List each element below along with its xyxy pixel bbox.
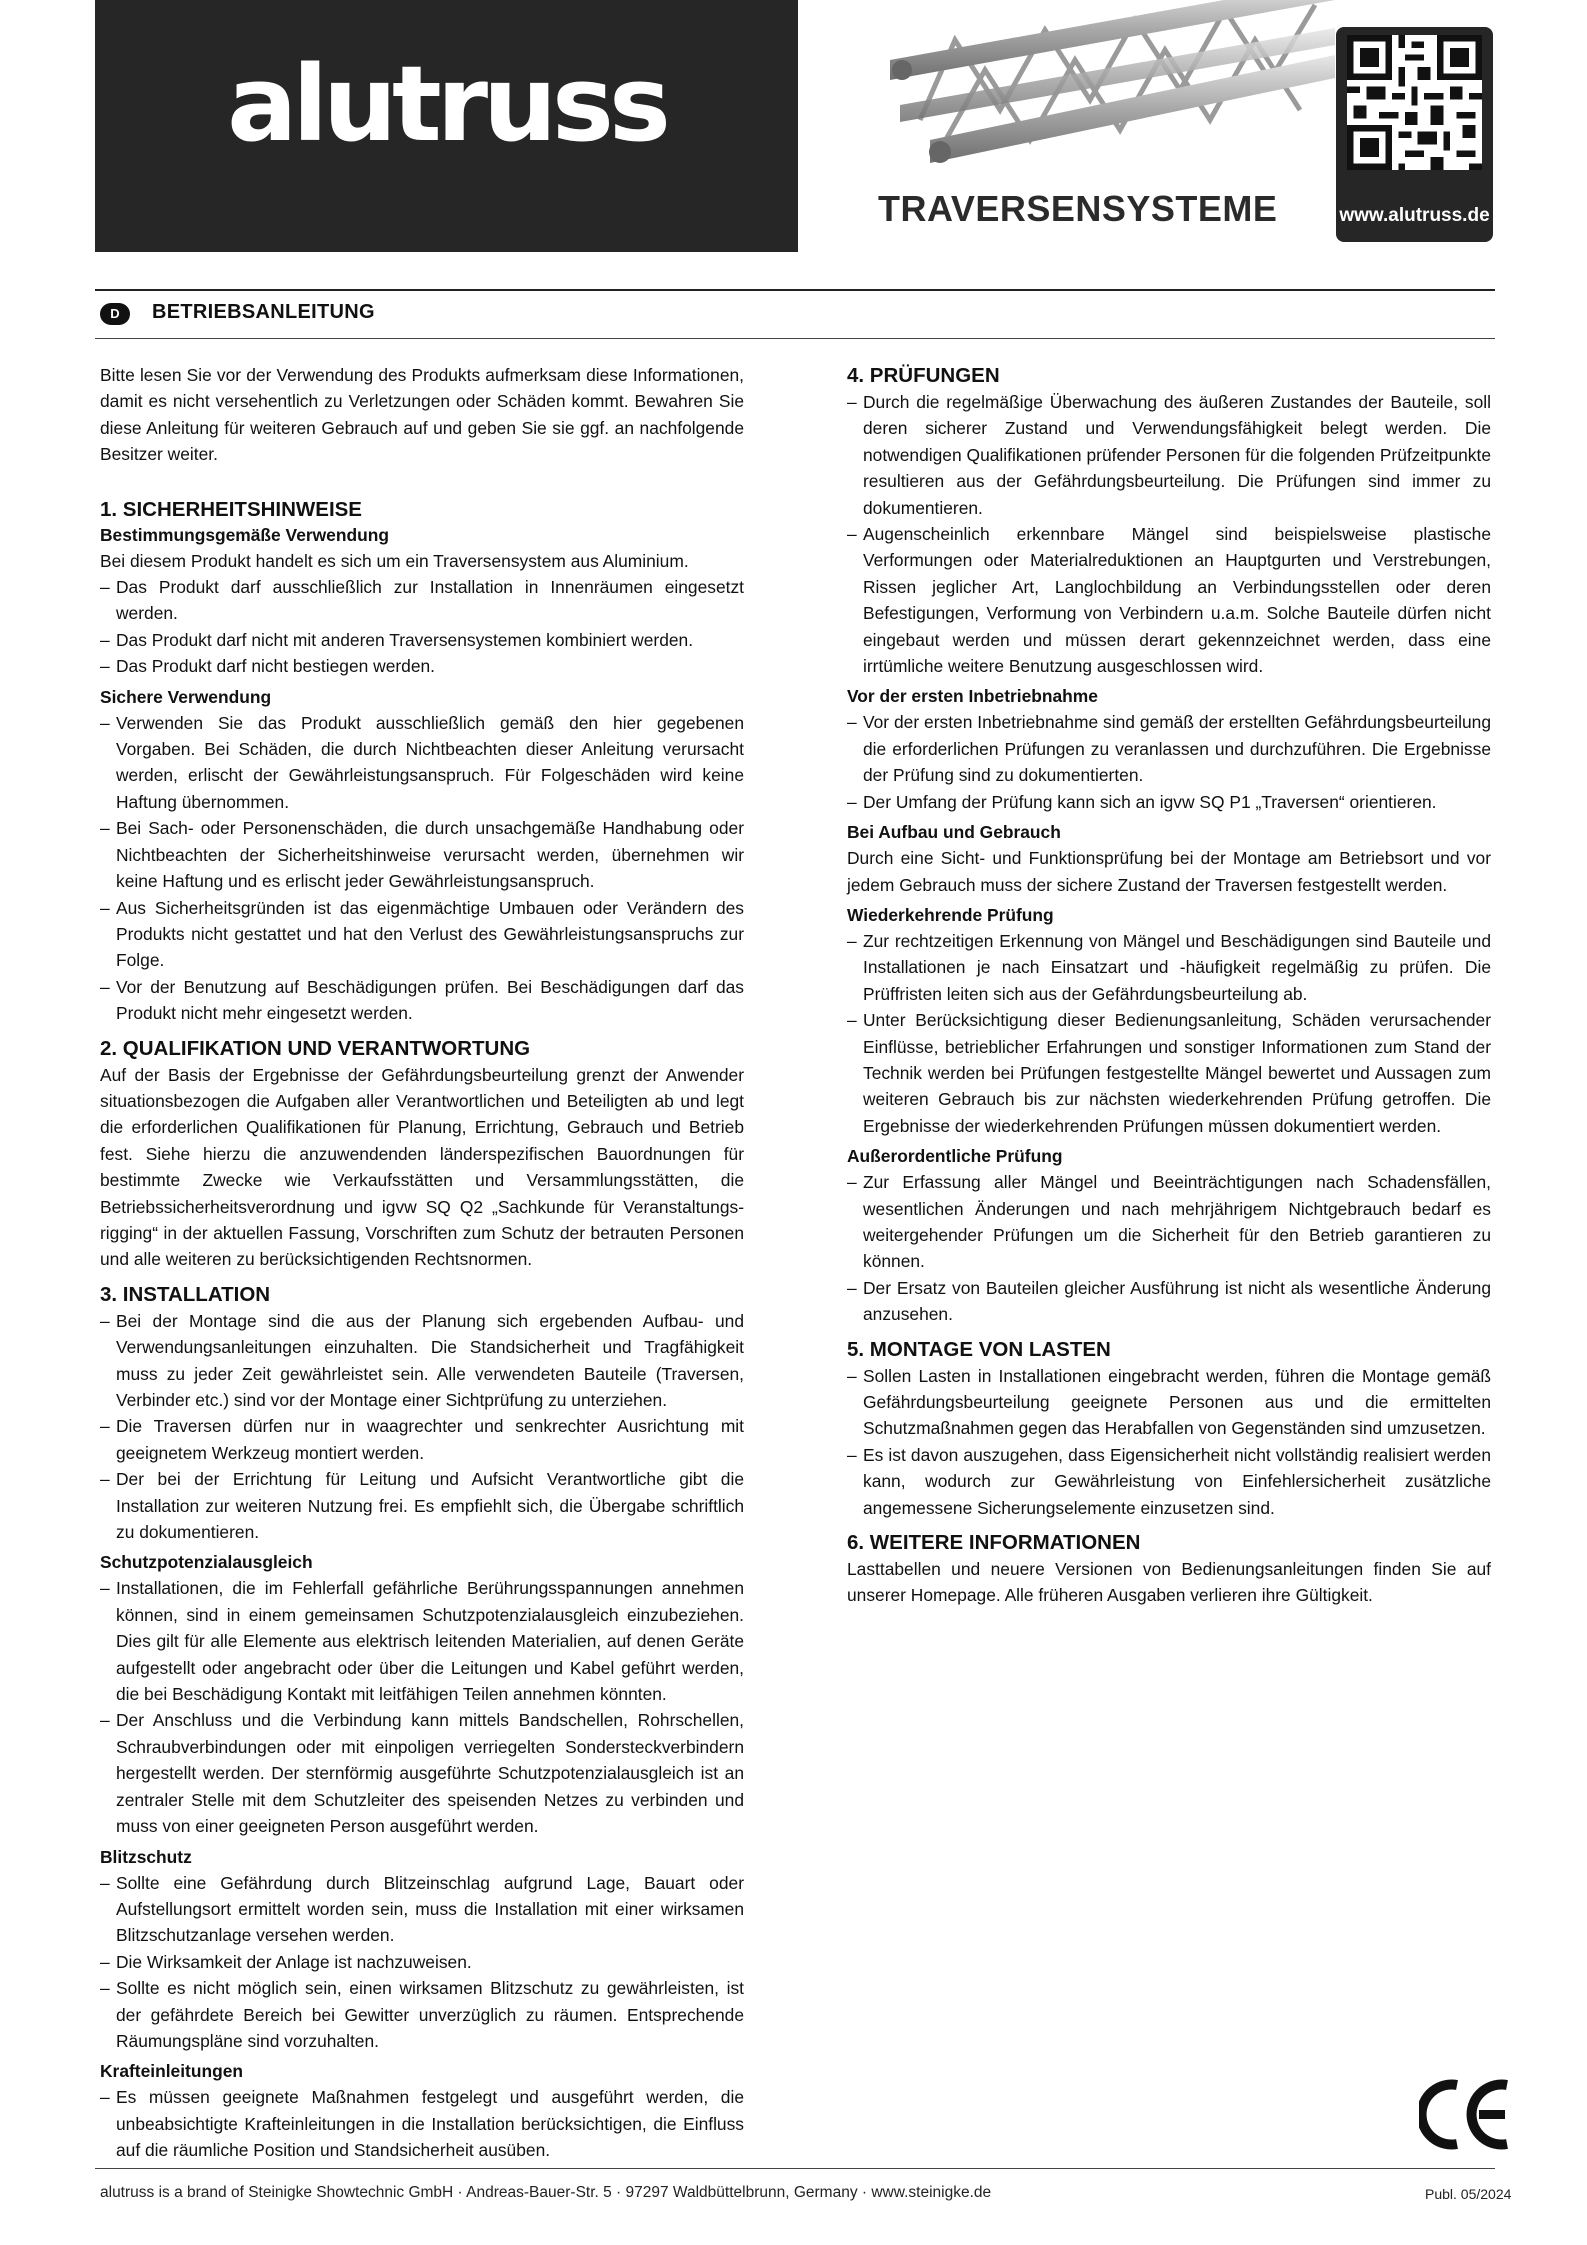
brand-logo-block: [95, 0, 798, 252]
truss-image: [880, 0, 1335, 180]
tagline: TRAVERSENSYSTEME: [878, 188, 1278, 229]
section-4-sub-3: Wiederkehrende Prüfung: [847, 904, 1054, 925]
section-4-list: [847, 389, 1491, 679]
list-item: – Sollen Lasten in Installationen eingebracht werden, führen die Montage gemäß Gefährdungsbeurteilung geeignete Personen aus und die ermittelten Schutzmaßnahmen gegen das Herabfallen von Gegenständen sind umzusetzen.: [847, 1363, 1491, 1442]
section-1-sub-2-list: [100, 710, 744, 1027]
section-4-sub-1-list: [847, 709, 1491, 815]
section-6-text: Lasttabellen und neuere Versionen von Bedienungsanleitungen finden Sie auf unserer Homepage. Alle früheren Ausgaben verlieren ihre Gültigkeit.: [847, 1559, 1491, 1606]
footer-company-info: alutruss is a brand of Steinigke Showtechnic GmbH · Andreas-Bauer-Str. 5 · 97297 Waldbüttelbrunn, Germany · www.steinigke.de: [100, 2184, 992, 2201]
section-5-list: [847, 1363, 1491, 1521]
list-item: – Zur rechtzeitigen Erkennung von Mängel und Beschädigungen sind Bauteile und Installationen je nach Einsatzart und -häufigkeit regelmäßig zu prüfen. Die Prüffristen leiten sich aus der Gefährdungsbeurteilung ab.: [847, 928, 1491, 1007]
list-item: – Der bei der Errichtung für Leitung und Aufsicht Verantwortliche gibt die Installation zur weiteren Nutzung frei. Es empfiehlt sich, die Übergabe schriftlich zu dokumentieren.: [100, 1466, 744, 1545]
section-3-sub-3-list: [100, 2084, 744, 2163]
list-item: – Sollte eine Gefährdung durch Blitzeinschlag aufgrund Lage, Bauart oder Aufstellungsort ermittelt worden sein, muss die Installation mit einer wirksamen Blitzschutzanlage versehen werden.: [100, 1870, 744, 1949]
website-link[interactable]: www.alutruss.de: [1339, 205, 1490, 226]
section-4-sub-2: Bei Aufbau und Gebrauch: [847, 822, 1061, 843]
section-1-sub-1-text: Bei diesem Produkt handelt es sich um ein Traversensystem aus Aluminium.: [100, 550, 689, 571]
list-item: – Zur Erfassung aller Mängel und Beeinträchtigungen nach Schadensfällen, wesentlichen Änderungen und nach mehrjährigem Nichtgebrauch bedarf es weitergehender Prüfungen um die Sicherheit für den Betrieb garantieren zu können.: [847, 1169, 1491, 1275]
list-item: – Die Wirksamkeit der Anlage ist nachzuweisen.: [100, 1949, 744, 1975]
qr-panel: [1336, 27, 1493, 242]
list-item: – Installationen, die im Fehlerfall gefährliche Berührungsspannungen annehmen können, sind in einem gemeinsamen Schutzpotenzialausgleich einzubeziehen. Dies gilt für alle Elemente aus elektrisch leitenden Materialien, auf denen Geräte aufgestellt oder angebracht oder über die Leitungen und Kabel geführt werden, die bei Beschädigung Kontakt mit leitfähigen Teilen annehmen könnten.: [100, 1575, 744, 1707]
section-3-sub-2-list: [100, 1870, 744, 2055]
list-item: – Unter Berücksichtigung dieser Bedienungsanleitung, Schäden verursachender Einflüsse, betrieblicher Erfahrungen und sonstiger Informationen zum Stand der Technik werden bei Prüfungen festgestellte Mängel bewertet und Aussagen zum weiteren Gebrauch bis zur nächsten wiederkehrenden Prüfung getroffen. Die Ergebnisse der wiederkehrenden Prüfungen müssen dokumentiert werden.: [847, 1007, 1491, 1139]
section-4-sub-4-list: [847, 1169, 1491, 1327]
list-item: – Der Anschluss und die Verbindung kann mittels Bandschellen, Rohrschellen, Schraubverbindungen oder mit einpoligen verriegelten Sondersteckverbindern hergestellt werden. Der sternförmig ausgeführte Schutzpotenzialausgleich ist an zentraler Stelle mit dem Schutzleiter des speisenden Netzes zu verbinden und muss von einer geeigneten Person ausgeführt werden.: [100, 1707, 744, 1839]
section-6-heading: 6. WEITERE INFORMATIONEN: [847, 1531, 1141, 1555]
footer-rule: [95, 2168, 1495, 2169]
ce-mark-icon: [1419, 2079, 1510, 2150]
list-item: – Durch die regelmäßige Überwachung des äußeren Zustandes der Bauteile, soll deren sicherer Zustand und Verwendungsfähigkeit belegt werden. Die notwendigen Qualifikationen prüfender Personen für die folgenden Prüfzeitpunkte resultieren aus der Gefährdungsbeurteilung. Die Prüfungen sind immer zu dokumentieren.: [847, 389, 1491, 521]
list-item: – Der Ersatz von Bauteilen gleicher Ausführung ist nicht als wesentliche Änderung anzusehen.: [847, 1275, 1491, 1328]
list-item: – Die Traversen dürfen nur in waagrechter und senkrechter Ausrichtung mit geeignetem Werkzeug montiert werden.: [100, 1413, 744, 1466]
list-item: – Aus Sicherheitsgründen ist das eigenmächtige Umbauen oder Verändern des Produkts nicht gestattet und hat den Verlust des Gewährleistungsanspruchs zur Folge.: [100, 895, 744, 974]
section-3-list: [100, 1308, 744, 1546]
section-1-heading: 1. SICHERHEITSHINWEISE: [100, 497, 362, 521]
section-3-heading: 3. INSTALLATION: [100, 1282, 271, 1306]
qr-code-icon[interactable]: [1347, 35, 1482, 170]
section-2-text: Auf der Basis der Ergebnisse der Gefährdungsbeurteilung grenzt der Anwender situationsbezogen die Aufgaben aller Verantwortlichen und Beteiligten ab und legt die erforderlichen Qualifikationen für Planung, Errichtung, Gebrauch und Betrieb fest. Siehe hierzu die anzuwendenden länderspezifischen Bauordnungen für bestimmte Zwecke wie Verkaufsstätten und Versammlungsstätten, die Betriebssicherheitsverordnung und igvw SQ Q2 „Sachkunde für Veranstaltungs-rigging“ in der aktuellen Fassung, Vorschriften zum Schutz der betrauten Personen und alle weiteren zu berücksichtigenden Rechtsnormen.: [100, 1064, 744, 1270]
list-item: – Bei der Montage sind die aus der Planung sich ergebenden Aufbau- und Verwendungsanleitungen einzuhalten. Die Standsicherheit und Tragfähigkeit muss zu jeder Zeit gewährleistet sein. Alle verwendeten Bauteile (Traversen, Verbinder etc.) sind vor der Montage einer Sichtprüfung zu unterziehen.: [100, 1308, 744, 1414]
list-item: – Vor der Benutzung auf Beschädigungen prüfen. Bei Beschädigungen darf das Produkt nicht mehr eingesetzt werden.: [100, 974, 744, 1027]
list-item: – Es ist davon auszugehen, dass Eigensicherheit nicht vollständig realisiert werden kann, wodurch zur Gewährleistung von Einfehlersicherheit zusätzliche angemessene Sicherungselemente einzusetzen sind.: [847, 1442, 1491, 1521]
list-item: – Bei Sach- oder Personenschäden, die durch unsachgemäße Handhabung oder Nichtbeachten der Sicherheitshinweise verursacht werden, übernehmen wir keine Haftung und es erlischt jeder Gewährleistungsanspruch.: [100, 815, 744, 894]
section-4-sub-1: Vor der ersten Inbetriebnahme: [847, 686, 1098, 707]
section-1-sub-2: Sichere Verwendung: [100, 686, 272, 707]
document-title: BETRIEBSANLEITUNG: [152, 301, 375, 323]
right-column: [847, 362, 1491, 1609]
section-3-sub-3: Krafteinleitungen: [100, 2061, 243, 2082]
list-item: – Das Produkt darf nicht mit anderen Traversensystemen kombiniert werden.: [100, 627, 744, 653]
left-column: [100, 362, 744, 2164]
list-item: – Das Produkt darf nicht bestiegen werden.: [100, 653, 744, 679]
list-item: – Sollte es nicht möglich sein, einen wirksamen Blitzschutz zu gewährleisten, ist der gefährdete Bereich bei Gewitter unverzüglich zu räumen. Entsprechende Räumungspläne sind vorzuhalten.: [100, 1975, 744, 2054]
list-item: – Augenscheinlich erkennbare Mängel sind beispielsweise plastische Verformungen oder Materialreduktionen an Hauptgurten und Verstrebungen, Rissen jeglicher Art, Langlochbildung an Verbindungsstellen oder deren Befestigungen, Verformung von Verbindern u.a.m. Solche Bauteile dürfen nicht eingebaut werden und müssen derart gekennzeichnet werden, dass eine irrtümliche weitere Benutzung ausgeschlossen wird.: [847, 521, 1491, 679]
section-4-sub-3-list: [847, 928, 1491, 1139]
section-4-sub-4: Außerordentliche Prüfung: [847, 1146, 1063, 1167]
section-1-sub-1: Bestimmungsgemäße Verwendung: [100, 524, 389, 545]
brand-logo: alutruss: [227, 43, 666, 165]
title-rule-top: [95, 289, 1495, 291]
title-rule-bottom: [95, 338, 1495, 339]
list-item: – Es müssen geeignete Maßnahmen festgelegt und ausgeführt werden, die unbeabsichtigte Krafteinleitungen in die Installation berücksichtigen, die Einfluss auf die räumliche Position und Standsicherheit ausüben.: [100, 2084, 744, 2163]
list-item: – Das Produkt darf ausschließlich zur Installation in Innenräumen eingesetzt werden.: [100, 574, 744, 627]
footer-publication-date: Publ. 05/2024: [1425, 2186, 1512, 2202]
section-5-heading: 5. MONTAGE VON LASTEN: [847, 1337, 1111, 1361]
section-4-sub-2-text: Durch eine Sicht- und Funktionsprüfung bei der Montage am Betriebsort und vor jedem Gebrauch muss der sichere Zustand der Traversen festgestellt werden.: [847, 848, 1491, 895]
section-4-heading: 4. PRÜFUNGEN: [847, 364, 1000, 387]
list-item: – Vor der ersten Inbetriebnahme sind gemäß der erstellten Gefährdungsbeurteilung die erforderlichen Prüfungen zu veranlassen und durchzuführen. Die Ergebnisse der Prüfung sind zu dokumentierten.: [847, 709, 1491, 788]
section-2-heading: 2. QUALIFIKATION UND VERANTWORTUNG: [100, 1036, 531, 1060]
list-item: – Der Umfang der Prüfung kann sich an igvw SQ P1 „Traversen“ orientieren.: [847, 789, 1491, 815]
section-1-sub-1-list: [100, 574, 744, 680]
intro-text: Bitte lesen Sie vor der Verwendung des Produkts aufmerksam diese Informationen, damit es nicht versehentlich zu Verletzungen oder Schäden kommt. Bewahren Sie diese Anleitung für weiteren Gebrauch auf und geben Sie sie ggf. an nachfolgende Besitzer weiter.: [100, 365, 744, 465]
list-item: – Verwenden Sie das Produkt ausschließlich gemäß den hier gegebenen Vorgaben. Bei Schäden, die durch Nichtbeachten dieser Anleitung verursacht werden, erlischt der Gewährleistungsanspruch. Für Folgeschäden wird keine Haftung übernommen.: [100, 710, 744, 816]
language-badge: D: [100, 303, 130, 325]
section-3-sub-2: Blitzschutz: [100, 1846, 192, 1867]
section-3-sub-1-list: [100, 1575, 744, 1839]
section-3-sub-1: Schutzpotenzialausgleich: [100, 1552, 313, 1573]
